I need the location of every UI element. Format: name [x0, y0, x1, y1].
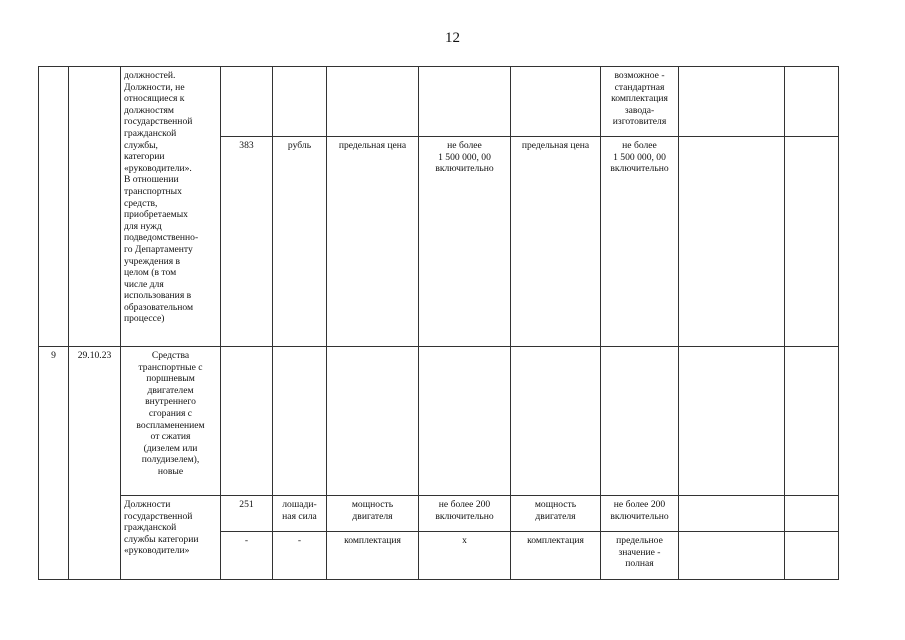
unit-code-cell [221, 67, 273, 137]
unit-name-cell: рубль [273, 137, 327, 347]
characteristic-cell: предельная цена [327, 137, 419, 347]
justification-cell [679, 137, 785, 347]
row-number-cell [39, 67, 69, 347]
approved-characteristic-cell: мощность двигателя [511, 496, 601, 532]
justification-cell [679, 347, 785, 496]
positions-cell: Должности государственной гражданской службы категории «руководители» [121, 496, 221, 580]
table-row [39, 67, 839, 137]
unit-code-cell: 251 [221, 496, 273, 532]
approved-characteristic-cell [511, 67, 601, 137]
approved-characteristic-cell [511, 347, 601, 496]
value-cell [419, 347, 511, 496]
page-number: 12 [445, 30, 460, 46]
approved-value-cell: не более 1 500 000, 00 включительно [601, 137, 679, 347]
table-row [39, 496, 839, 532]
function-cell [785, 496, 839, 532]
okpd-code-cell: 29.10.23 [69, 347, 121, 580]
characteristic-cell: мощность двигателя [327, 496, 419, 532]
approved-value-cell: не более 200 включительно [601, 496, 679, 532]
unit-name-cell [273, 67, 327, 137]
characteristic-cell: комплектация [327, 532, 419, 580]
characteristic-cell [327, 67, 419, 137]
approved-value-cell: предельное значение - полная [601, 532, 679, 580]
approved-characteristic-cell: предельная цена [511, 137, 601, 347]
justification-cell [679, 532, 785, 580]
unit-code-cell: 383 [221, 137, 273, 347]
unit-code-cell [221, 347, 273, 496]
specification-table [38, 66, 839, 580]
function-cell [785, 67, 839, 137]
characteristic-cell [327, 347, 419, 496]
unit-code-cell: - [221, 532, 273, 580]
justification-cell [679, 496, 785, 532]
value-cell: не более 1 500 000, 00 включительно [419, 137, 511, 347]
function-cell [785, 137, 839, 347]
approved-value-cell: возможное - стандартная комплектация завода- изготовителя [601, 67, 679, 137]
unit-name-cell: - [273, 532, 327, 580]
justification-cell [679, 67, 785, 137]
unit-name-cell: лошади- ная сила [273, 496, 327, 532]
value-cell [419, 67, 511, 137]
description-text: должностей. Должности, не относящиеся к должностям государственной гражданской службы, категории «руководители». В отношении транспортных средств, приобретаемых для нужд подведомственно- го Департаменту учреждения в целом (в том числе для использования в образовательном процессе) [124, 70, 199, 325]
value-cell: не более 200 включительно [419, 496, 511, 532]
row-number-cell: 9 [39, 347, 69, 580]
description-cell [121, 67, 221, 347]
item-name-cell: Средства транспортные с поршневым двигателем внутреннего сгорания с воспламенением от сжатия (дизелем или полудизелем), новые [121, 347, 221, 496]
okpd-code-cell [69, 67, 121, 347]
value-cell: х [419, 532, 511, 580]
unit-name-cell [273, 347, 327, 496]
function-cell [785, 532, 839, 580]
table-row [39, 347, 839, 496]
approved-characteristic-cell: комплектация [511, 532, 601, 580]
function-cell [785, 347, 839, 496]
approved-value-cell [601, 347, 679, 496]
